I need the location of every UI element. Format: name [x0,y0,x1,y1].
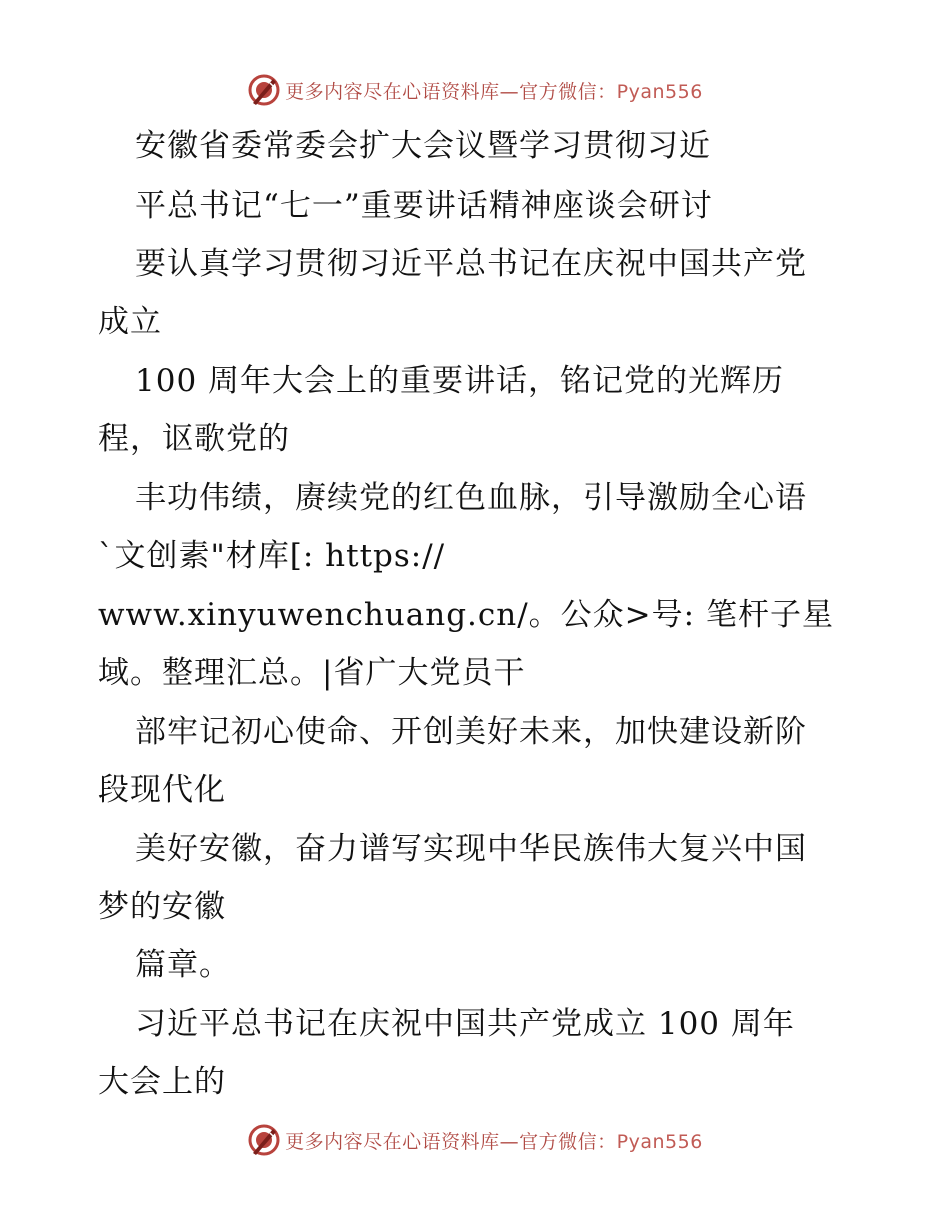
banner-title: 更多内容尽在心语资料库—官方微信： [285,1130,617,1153]
doc-line: 安徽省委常委会扩大会议暨学习贯彻习近 [135,128,711,164]
doc-line: 100 周年大会上的重要讲话，铭记党的光辉历 [135,363,785,399]
doc-line: 域。整理汇总。|省广大党员干 [98,655,526,691]
doc-line: 梦的安徽 [98,889,226,925]
doc-line: 美好安徽，奋力谱写实现中华民族伟大复兴中国 [135,831,807,867]
doc-line: 要认真学习贯彻习近平总书记在庆祝中国共产党 [135,246,807,282]
doc-line: 平总书记“七一”重要讲话精神座谈会研讨 [135,188,713,224]
doc-line: 段现代化 [98,772,226,808]
doc-line: 成立 [98,304,162,340]
doc-line: `文创素"材库[: https:// [98,538,446,574]
doc-line: 习近平总书记在庆祝中国共产党成立 100 周年 [135,1006,795,1042]
doc-line: 丰功伟绩，赓续党的红色血脉，引导激励全心语 [135,480,807,516]
seal-pen-logo-icon [247,1123,281,1157]
banner-account: Pyan556 [616,1130,703,1153]
doc-line: www.xinyuwenchuang.cn/。公众>号: 笔杆子星 [98,597,834,633]
footer-banner [0,1120,950,1160]
doc-line: 部牢记初心使命、开创美好未来，加快建设新阶 [135,714,807,750]
banner-account: Pyan556 [616,80,703,103]
banner-title: 更多内容尽在心语资料库—官方微信： [285,80,617,103]
doc-line: 篇章。 [135,947,231,983]
doc-line: 程，讴歌党的 [98,421,290,457]
doc-line: 大会上的 [98,1064,226,1100]
